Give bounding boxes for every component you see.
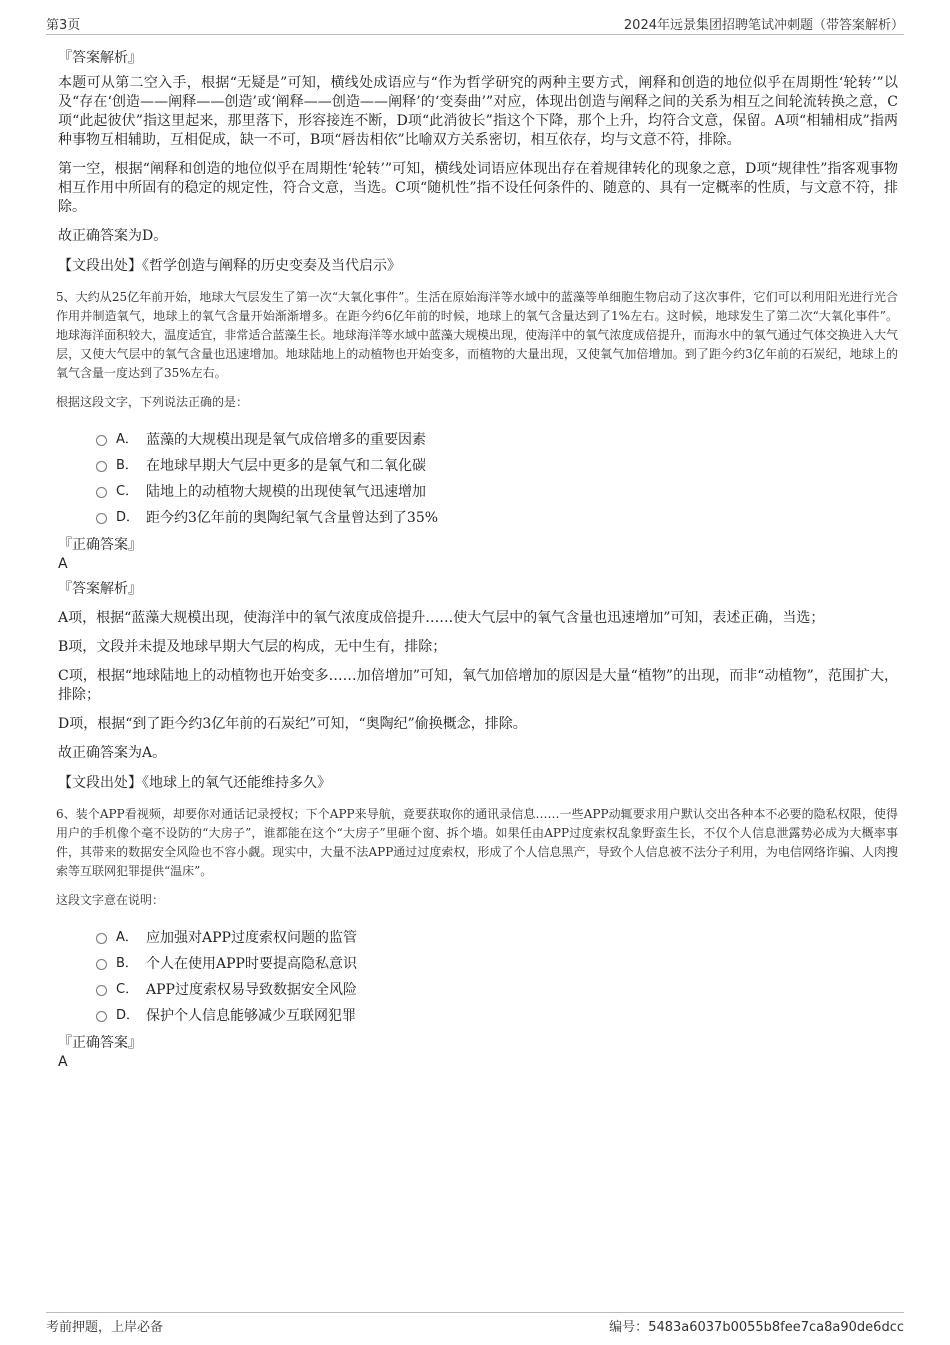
radio-icon[interactable] xyxy=(96,985,107,996)
footer-slogan: 考前押题，上岸必备 xyxy=(46,1320,164,1335)
option-label: A． xyxy=(116,432,138,447)
option-label: D． xyxy=(116,1008,140,1023)
q4-source xyxy=(58,256,898,276)
option-label: B． xyxy=(116,458,138,473)
q5-conclusion: 故正确答案为A。 xyxy=(58,745,167,761)
q5-prompt: 根据这段文字，下列说法正确的是： xyxy=(56,395,249,409)
code-value: 5483a6037b0055b8fee7ca8a90de6dcc xyxy=(648,1320,904,1335)
page-number: 第3页 xyxy=(46,18,81,33)
option-text: 距今约3亿年前的奥陶纪氧气含量曾达到了35% xyxy=(146,510,439,526)
code-label: 编号： xyxy=(609,1320,649,1335)
option-text: 在地球早期大气层中更多的是氧气和二氧化碳 xyxy=(146,458,426,474)
page-content xyxy=(56,44,898,1077)
q4-conclusion: 故正确答案为D。 xyxy=(58,228,168,244)
radio-icon[interactable] xyxy=(96,1011,107,1022)
q5-option-a[interactable] xyxy=(96,427,898,453)
option-label: C． xyxy=(116,982,139,997)
q5-option-c[interactable] xyxy=(96,479,898,505)
q5-answer-heading: 『正确答案』 xyxy=(58,537,142,553)
q6-question-text: 6、装个APP看视频，却要你对通话记录授权；下个APP来导航，竟要获取你的通讯录信息……一些APP动辄要求用户默认交出各种本不必要的隐私权限，使得用户的手机像个毫不设防的“大房子”，谁都能在这个“大房子”里砸个窗、拆个墙。如果任由APP过度索权乱象野蛮生长，不仅个人信息泄露势必成为大概率事件，其带来的数据安全风险也不容小觑。现实中，大量不法APP通过过度索权，形成了个人信息黑产，导致个人信息被不法分子利用，为电信网络诈骗、人肉搜索等互联网犯罪提供“温床”。 xyxy=(56,807,898,878)
source-label: 【文段出处】 xyxy=(58,775,142,791)
source-title: 《地球上的氧气还能维持多久》 xyxy=(142,775,331,791)
q6-answer-heading: 『正确答案』 xyxy=(58,1035,142,1051)
radio-icon[interactable] xyxy=(96,959,107,970)
option-label: B． xyxy=(116,956,138,971)
q5-analysis-d: D项，根据“到了距今约3亿年前的石炭纪”可知，“奥陶纪”偷换概念，排除。 xyxy=(58,716,527,732)
radio-icon[interactable] xyxy=(96,933,107,944)
q6-answer: A xyxy=(58,1054,68,1070)
q6-option-b[interactable] xyxy=(96,951,898,977)
q5-analysis-b: B项，文段并未提及地球早期大气层的构成，无中生有，排除； xyxy=(58,639,447,655)
option-label: C． xyxy=(116,484,139,499)
radio-icon[interactable] xyxy=(96,487,107,498)
q5-option-b[interactable] xyxy=(96,453,898,479)
q5-analysis-heading: 『答案解析』 xyxy=(58,581,142,597)
option-label: D． xyxy=(116,510,140,525)
radio-icon[interactable] xyxy=(96,435,107,446)
q5-answer: A xyxy=(58,556,68,572)
q5-source xyxy=(58,773,898,793)
q6-option-c[interactable] xyxy=(96,977,898,1003)
radio-icon[interactable] xyxy=(96,461,107,472)
option-text: APP过度索权易导致数据安全风险 xyxy=(146,982,357,998)
q6-option-d[interactable] xyxy=(96,1003,898,1029)
q6-prompt: 这段文字意在说明： xyxy=(56,893,165,907)
q4-analysis-heading: 『答案解析』 xyxy=(58,50,142,66)
footer-code xyxy=(609,1316,904,1335)
q5-option-d[interactable] xyxy=(96,505,898,531)
q4-analysis-paragraph: 第一空，根据“阐释和创造的地位似乎在周期性‘轮转’”可知，横线处词语应体现出存在着规律转化的现象之意，D项“规律性”指客观事物相互作用中所固有的稳定的规定性，符合文意，当选。C项“随机性”指不设任何条件的、随意的、具有一定概率的性质，与文意不符，排除。 xyxy=(58,161,898,215)
q5-analysis-a: A项，根据“蓝藻大规模出现，使海洋中的氧气浓度成倍提升……使大气层中的氧气含量也迅速增加”可知，表述正确，当选； xyxy=(58,610,825,626)
page-header xyxy=(46,14,904,35)
option-text: 陆地上的动植物大规模的出现使氧气迅速增加 xyxy=(146,484,426,500)
page-footer xyxy=(46,1312,904,1335)
q5-options xyxy=(96,427,898,531)
option-text: 个人在使用APP时要提高隐私意识 xyxy=(146,956,357,972)
option-text: 蓝藻的大规模出现是氧气成倍增多的重要因素 xyxy=(146,432,426,448)
q6-options xyxy=(96,925,898,1029)
q5-analysis-c: C项，根据“地球陆地上的动植物也开始变多……加倍增加”可知，氧气加倍增加的原因是大量“植物”的出现，而非“动植物”，范围扩大，排除； xyxy=(58,668,898,703)
source-title: 《哲学创造与阐释的历史变奏及当代启示》 xyxy=(142,258,401,274)
option-label: A． xyxy=(116,930,138,945)
q5-question-text: 5、大约从25亿年前开始，地球大气层发生了第一次“大氧化事件”。生活在原始海洋等水域中的蓝藻等单细胞生物启动了这次事件，它们可以利用阳光进行光合作用并制造氧气，地球上的氧气含量开始渐渐增多。在距今约6亿年前的时候，地球上的氧气含量达到了1%左右。这时候，地球发生了第二次“大氧化事件”。地球海洋面积较大，温度适宜，非常适合蓝藻生长。地球海洋等水域中蓝藻大规模出现，使海洋中的氧气浓度成倍提升，而海水中的氧气通过气体交换进入大气层，又使大气层中的氧气含量也迅速增加。地球陆地上的动植物也开始变多，而植物的大量出现，又使氧气加倍增加。到了距今约3亿年前的石炭纪，地球上的氧气含量一度达到了35%左右。 xyxy=(56,290,898,380)
document-title: 2024年远景集团招聘笔试冲刺题（带答案解析） xyxy=(623,18,904,33)
source-label: 【文段出处】 xyxy=(58,258,142,274)
q6-option-a[interactable] xyxy=(96,925,898,951)
option-text: 保护个人信息能够减少互联网犯罪 xyxy=(146,1008,356,1024)
q4-analysis-paragraph: 本题可从第二空入手，根据“无疑是”可知，横线处成语应与“作为哲学研究的两种主要方式，阐释和创造的地位似乎在周期性‘轮转’”以及“存在‘创造——阐释——创造’或‘阐释——创造——阐释’的‘变奏曲’”对应，体现出创造与阐释之间的关系为相互之间轮流转换之意，C项“此起彼伏”指这里起来，那里落下，形容接连不断，D项“此消彼长”指这个下降，那个上升，均符合文意，保留。A项“相辅相成”指两种事物互相辅助，互相促成，缺一不可，B项“唇齿相依”比喻双方关系密切，相互依存，均与文意不符，排除。 xyxy=(58,75,898,148)
option-text: 应加强对APP过度索权问题的监管 xyxy=(146,930,357,946)
radio-icon[interactable] xyxy=(96,513,107,524)
